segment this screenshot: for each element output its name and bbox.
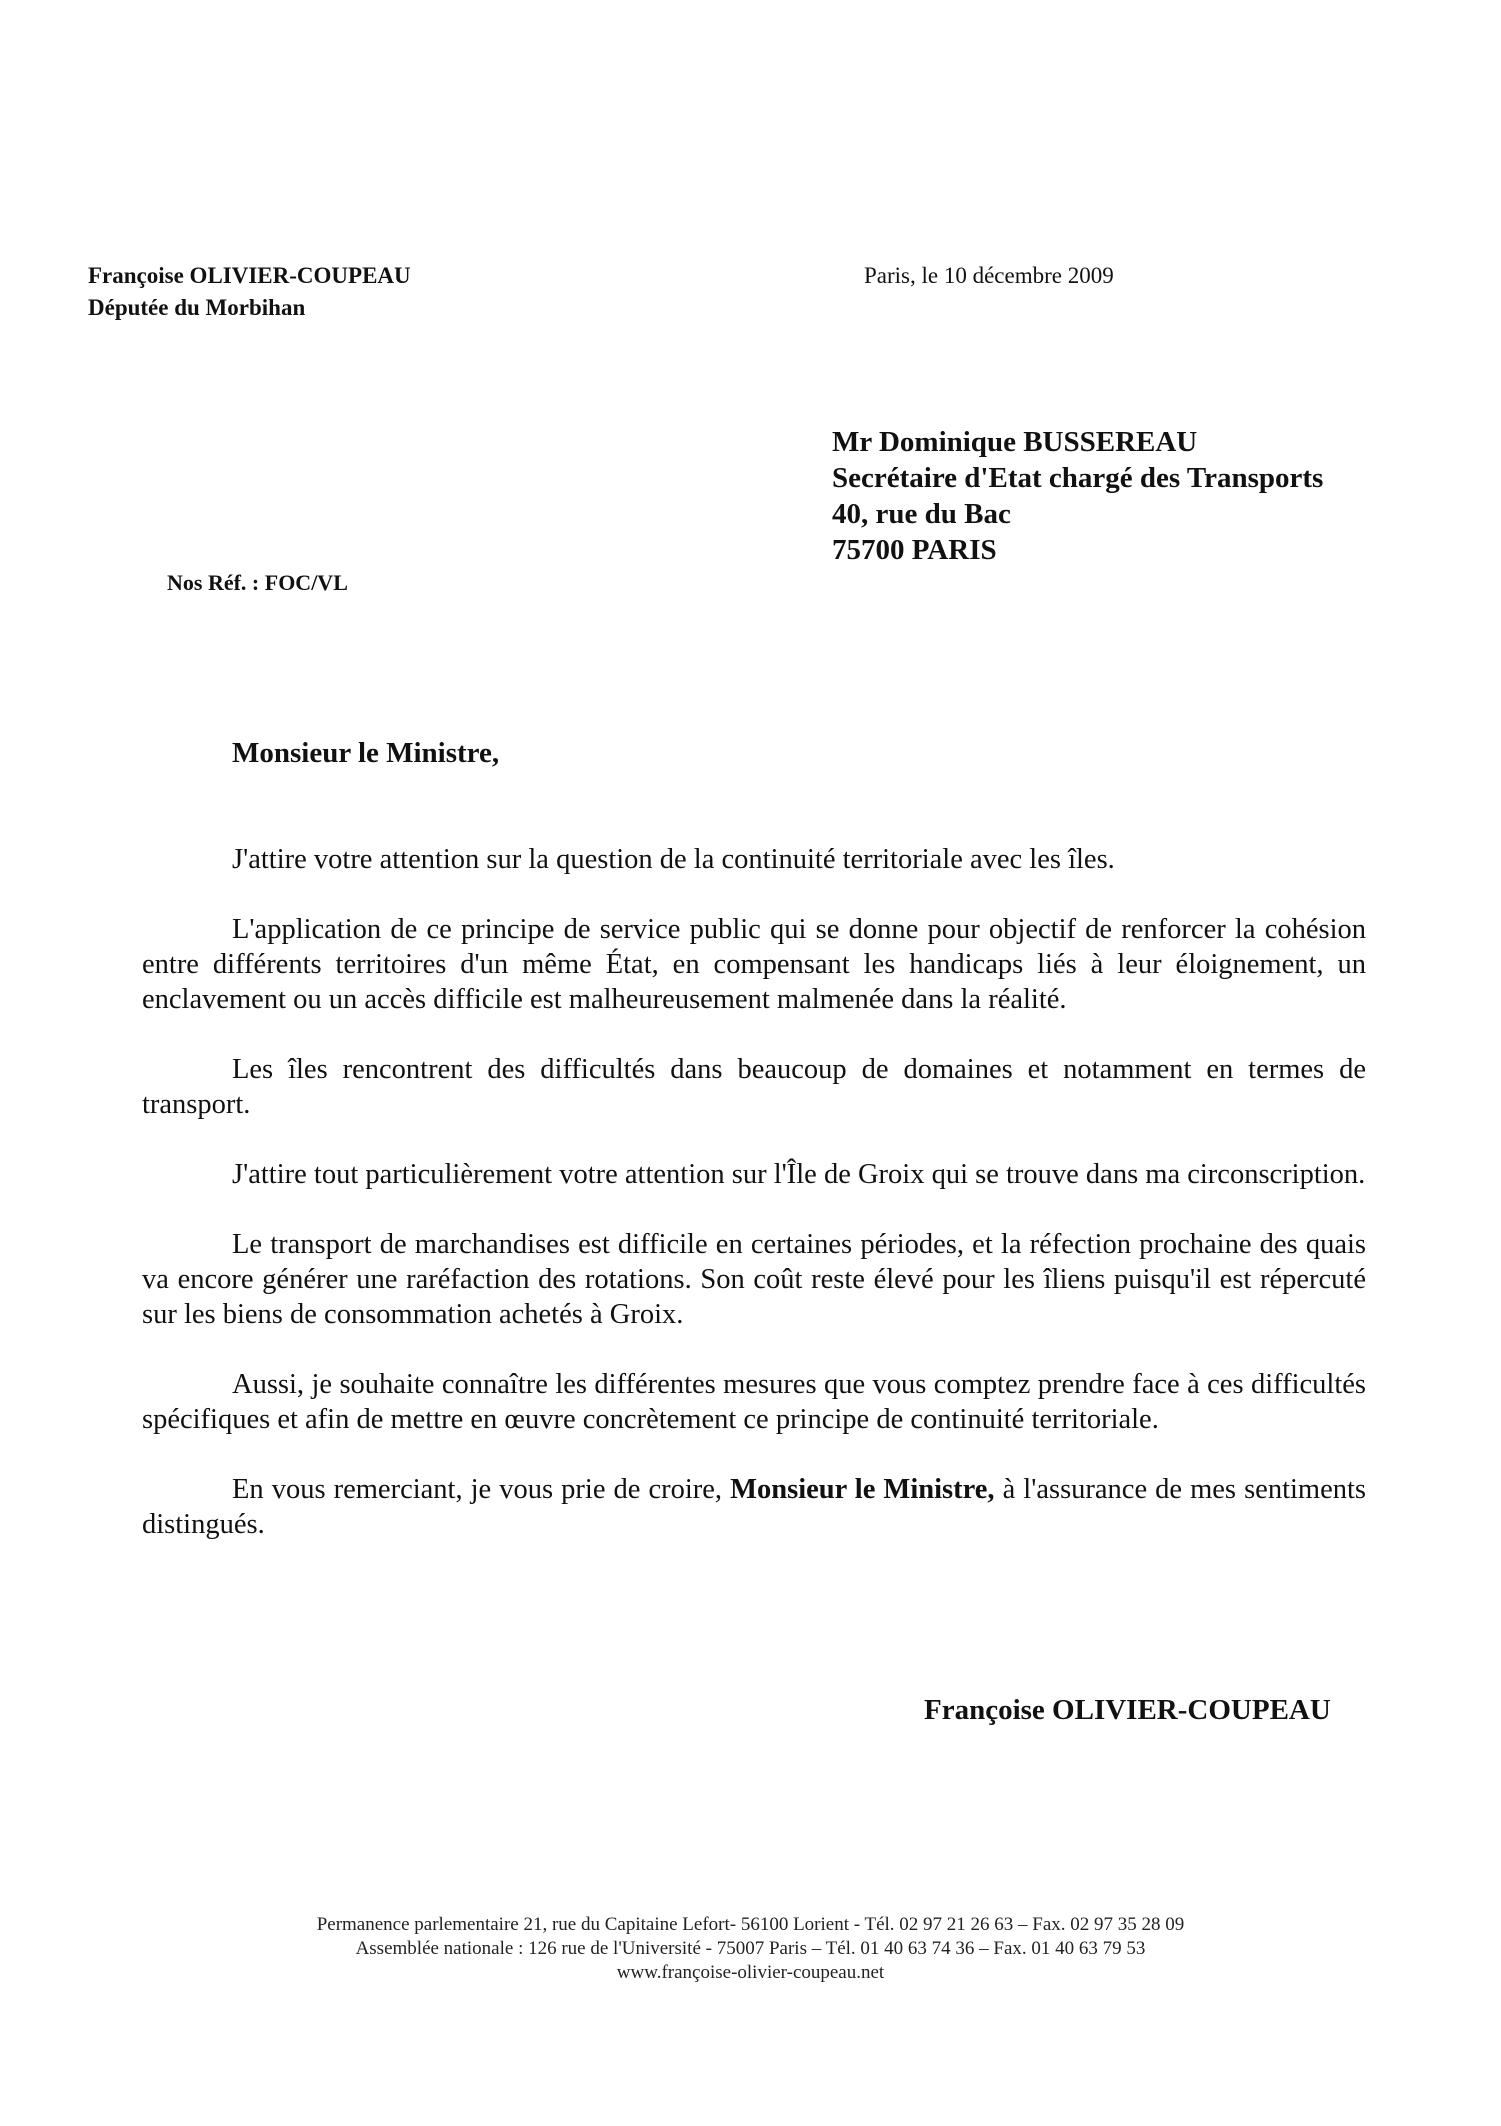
sender-title: Députée du Morbihan xyxy=(88,295,306,320)
recipient-name: Mr Dominique BUSSEREAU xyxy=(832,426,1198,458)
sender-block xyxy=(88,260,411,324)
body-paragraph-5: Le transport de marchandises est difficile en certaines périodes, et la réfection prochaine des quais va encore générer une raréfaction des rotations. Son coût reste élevé pour les îliens puisqu'il est répercuté sur les biens de consommation achetés à Groix. xyxy=(142,1229,1366,1330)
closing-bold-address: Monsieur le Ministre, xyxy=(730,1474,995,1505)
recipient-street: 40, rue du Bac xyxy=(832,498,1011,530)
body-paragraph-4: J'attire tout particulièrement votre attention sur l'Île de Groix qui se trouve dans ma circonscription. xyxy=(232,1159,1366,1190)
footer-assemblee: Assemblée nationale : 126 rue de l'Université - 75007 Paris – Tél. 01 40 63 74 36 – Fax. 01 40 63 79 53 xyxy=(355,1938,1146,1959)
footer-permanence: Permanence parlementaire 21, rue du Capitaine Lefort- 56100 Lorient - Tél. 02 97 21 26 63 – Fax. 02 97 35 28 09 xyxy=(316,1914,1185,1935)
body-paragraph-6: Aussi, je souhaite connaître les différentes mesures que vous comptez prendre face à ces difficultés spécifiques et afin de mettre en œuvre concrètement ce principe de continuité territoriale. xyxy=(142,1369,1366,1435)
recipient-city: 75700 PARIS xyxy=(832,534,997,566)
reference-line: Nos Réf. : FOC/VL xyxy=(167,570,348,595)
letter-date: Paris, le 10 décembre 2009 xyxy=(864,263,1114,288)
recipient-block xyxy=(832,424,1323,568)
closing-text-start: En vous remerciant, je vous prie de croire, xyxy=(232,1474,731,1505)
footer-website-link[interactable]: www.françoise-olivier-coupeau.net xyxy=(616,1962,885,1983)
body-paragraph-2: L'application de ce principe de service public qui se donne pour objectif de renforcer la cohésion entre différents territoires d'un même État, en compensant les handicaps liés à leur éloignement, un enclavement ou un accès difficile est malheureusement malmenée dans la réalité. xyxy=(142,914,1366,1015)
body-paragraph-3: Les îles rencontrent des difficultés dans beaucoup de domaines et notamment en termes de transport. xyxy=(142,1054,1366,1120)
body-paragraph-1: J'attire votre attention sur la question de la continuité territoriale avec les îles. xyxy=(232,844,1115,875)
signature: Françoise OLIVIER-COUPEAU xyxy=(924,1694,1331,1726)
recipient-title: Secrétaire d'Etat chargé des Transports xyxy=(832,462,1324,494)
closing-text-end: à l'assurance de mes sentiments distingués. xyxy=(142,1474,1366,1540)
sender-name: Françoise OLIVIER-COUPEAU xyxy=(88,263,411,288)
body-paragraph-7 xyxy=(142,1472,1366,1542)
footer xyxy=(0,1913,1501,1985)
salutation: Monsieur le Ministre, xyxy=(232,737,500,769)
letter-body xyxy=(142,842,1366,1577)
